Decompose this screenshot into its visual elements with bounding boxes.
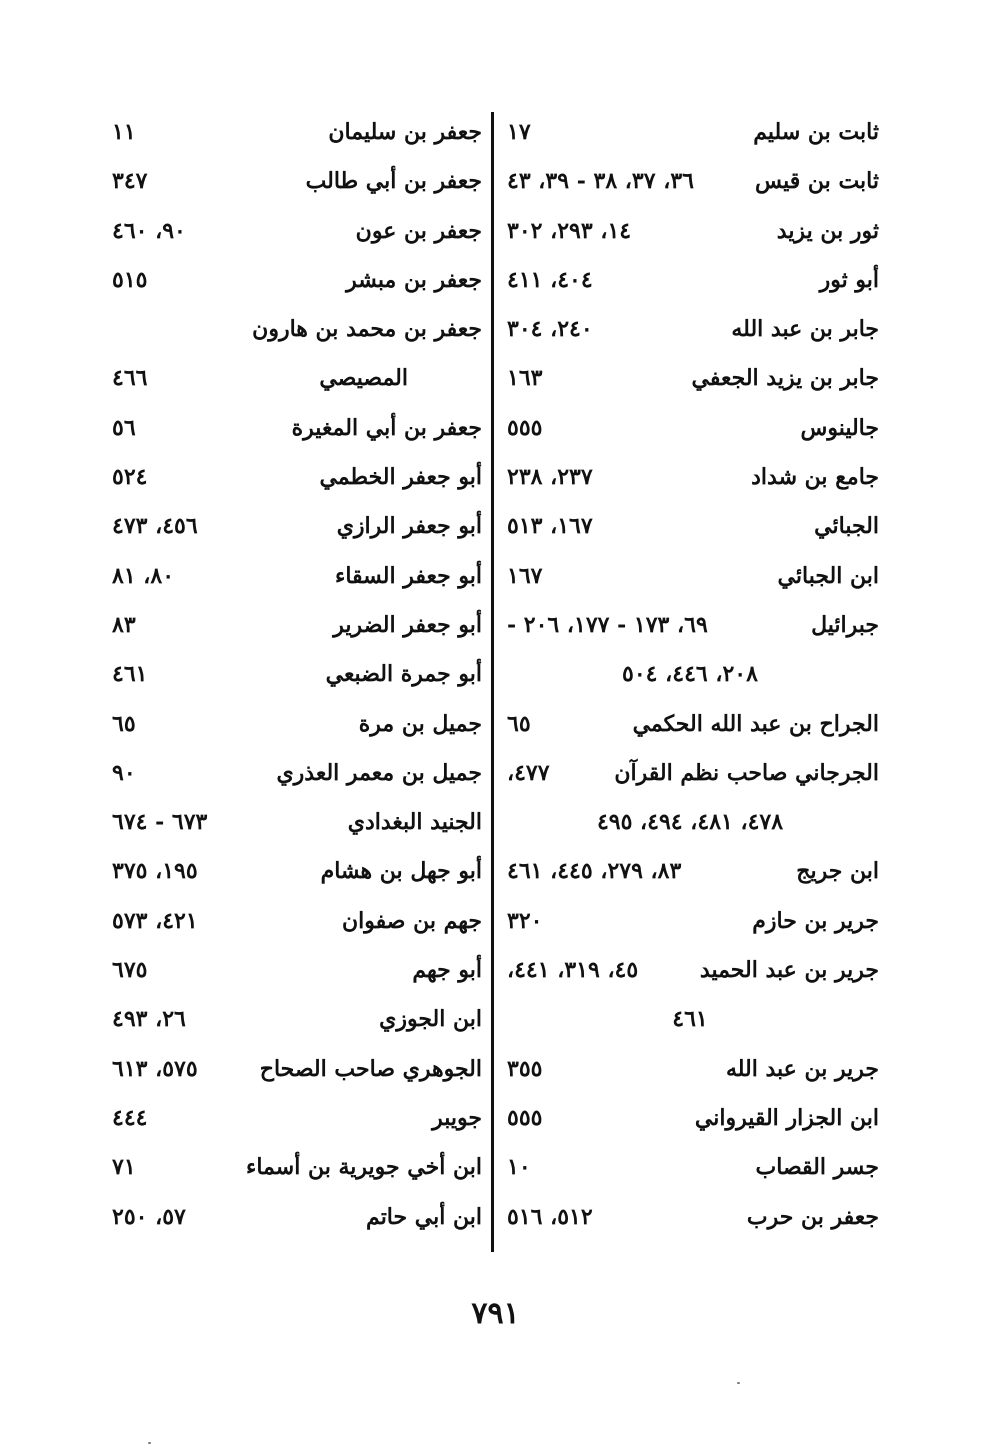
entry-name: الجوهري صاحب الصحاح (259, 1055, 482, 1082)
index-entry (100, 749, 488, 798)
index-entry (100, 453, 488, 502)
entry-pages: ٤٤٤ (112, 1104, 148, 1131)
entry-pages: ١٦٣ (507, 365, 543, 392)
entry-pages: ١١ (112, 119, 136, 145)
entry-pages: ٤٧٨، ٤٨١، ٤٩٤، ٤٩٥ (596, 809, 784, 836)
column-divider (491, 112, 494, 1252)
index-entry (100, 1045, 488, 1094)
entry-name: ثابت بن سليم (753, 119, 879, 145)
entry-name: أبو جعفر السقاء (334, 562, 482, 589)
index-entry (100, 1193, 488, 1242)
index-entry (100, 897, 488, 946)
index-entry (495, 946, 885, 995)
entry-pages: ٧١ (112, 1154, 136, 1181)
index-entry (495, 453, 885, 502)
entry-name: ثور بن يزيد (776, 217, 879, 244)
entry-pages: ٤٧٧، (507, 759, 550, 786)
entry-name: ابن جريج (796, 858, 879, 885)
index-column-right (495, 108, 885, 1242)
entry-name: أبو جعفر الرازي (336, 513, 482, 540)
entry-pages: ٥٥٥ (507, 1104, 543, 1131)
index-entry (495, 157, 885, 206)
index-entry (100, 1094, 488, 1143)
entry-pages: ٤٥، ٣١٩، ٤٤١، (507, 957, 639, 984)
entry-pages: ٩٠، ٤٦٠ (112, 217, 186, 244)
entry-name: ابن الجوزي (379, 1006, 482, 1033)
entry-name: الجراح بن عبد الله الحكمي (632, 710, 879, 737)
index-entry (495, 995, 885, 1044)
entry-pages: ٤٦٦ (112, 365, 148, 392)
index-entry (495, 1094, 885, 1143)
entry-pages: ١٦٧ (507, 562, 543, 589)
entry-pages: ٤٦١ (112, 661, 148, 688)
entry-name: جعفر بن حرب (746, 1203, 879, 1230)
entry-pages: ٤٥٦، ٤٧٣ (112, 513, 198, 540)
index-entry (495, 502, 885, 551)
index-entry (100, 601, 488, 650)
index-entry (495, 256, 885, 305)
entry-name: جميل بن مرة (358, 710, 482, 737)
entry-name: ابن أبي حاتم (366, 1203, 482, 1230)
entry-pages: ١٧ (507, 119, 531, 145)
entry-name: ثابت بن قيس (755, 168, 879, 195)
index-entry (100, 157, 488, 206)
entry-pages: ٥٧، ٢٥٠ (112, 1203, 186, 1230)
entry-pages: ٥٥٥ (507, 414, 543, 441)
entry-name: جامع بن شداد (751, 464, 879, 491)
entry-name: جهم بن صفوان (341, 907, 482, 934)
entry-pages: ٦٩، ١٧٣ - ١٧٧، ٢٠٦ - (507, 611, 708, 638)
entry-name: الجنيد البغدادي (347, 809, 482, 836)
index-entry (100, 354, 488, 403)
entry-pages: ٥١٢، ٥١٦ (507, 1203, 593, 1230)
entry-pages: ٥١٥ (112, 266, 148, 293)
index-entry (495, 601, 885, 650)
entry-pages: ٩٠ (112, 759, 136, 786)
entry-pages: ٤٦١ (672, 1006, 708, 1033)
index-entry (495, 552, 885, 601)
entry-name: جويبر (432, 1104, 482, 1131)
scan-speck (148, 1442, 151, 1444)
index-entry (100, 1143, 488, 1192)
entry-name: جعفر بن سليمان (328, 119, 482, 145)
entry-name: أبو جعفر الضرير (333, 611, 482, 638)
entry-name: جعفر بن محمد بن هارون (252, 316, 482, 343)
entry-pages: ٦٧٥ (112, 957, 148, 984)
entry-pages: ٥٦ (112, 414, 136, 441)
entry-name: جبرائيل (811, 611, 879, 638)
index-entry (495, 1045, 885, 1094)
entry-name: ابن الجزار القيرواني (694, 1104, 879, 1131)
entry-name: جعفر بن عون (355, 217, 482, 244)
index-entry (495, 650, 885, 699)
entry-name: جعفر بن مبشر (346, 266, 482, 293)
entry-name: جابر بن عبد الله (731, 316, 879, 343)
entry-name: جابر بن يزيد الجعفي (691, 365, 879, 392)
entry-name: أبو ثور (819, 266, 879, 293)
index-entry (100, 502, 488, 551)
entry-pages: ٦٥ (507, 710, 531, 737)
entry-name: أبو جهل بن هشام (320, 858, 482, 885)
index-entry (100, 650, 488, 699)
entry-name: ابن أخي جويرية بن أسماء (246, 1154, 482, 1181)
index-entry (495, 305, 885, 354)
index-entry (100, 798, 488, 847)
entry-name: جعفر بن أبي المغيرة (291, 414, 482, 441)
entry-name: جسر القصاب (755, 1154, 879, 1181)
entry-pages: ٥٧٥، ٦١٣ (112, 1055, 198, 1082)
index-entry (100, 305, 488, 354)
entry-pages: ٥٢٤ (112, 464, 148, 491)
entry-pages: ٦٥ (112, 710, 136, 737)
entry-pages: ٢٦، ٤٩٣ (112, 1006, 186, 1033)
entry-name: ابن الجبائي (777, 562, 879, 589)
entry-pages: ١٠ (507, 1154, 531, 1181)
entry-name: جميل بن معمر العذري (276, 759, 482, 786)
page-number: ٧٩١ (471, 1296, 520, 1331)
entry-pages: ٤٢١، ٥٧٣ (112, 907, 198, 934)
index-entry (495, 749, 885, 798)
index-entry (495, 798, 885, 847)
entry-pages: ٤٠٤، ٤١١ (507, 266, 593, 293)
entry-name: جرير بن عبد الحميد (699, 957, 879, 984)
entry-pages: ٨٠، ٨١ (112, 562, 175, 589)
entry-name: جرير بن حازم (752, 907, 879, 934)
index-entry (495, 207, 885, 256)
entry-name: أبو جعفر الخطمي (319, 464, 482, 491)
index-entry (100, 946, 488, 995)
entry-name: جالينوس (800, 414, 879, 441)
scan-speck (737, 1382, 740, 1384)
index-entry (100, 404, 488, 453)
index-entry (100, 552, 488, 601)
index-entry (100, 207, 488, 256)
entry-pages: ٣٥٥ (507, 1055, 543, 1082)
entry-name: أبو جهم (412, 957, 482, 984)
index-entry (495, 354, 885, 403)
entry-pages: ٣٢٠ (507, 907, 543, 934)
index-entry (495, 700, 885, 749)
entry-pages: ٢٠٨، ٤٤٦، ٥٠٤ (622, 661, 758, 688)
entry-pages: ٣٤٧ (112, 168, 148, 195)
entry-pages: ٨٣، ٢٧٩، ٤٤٥، ٤٦١ (507, 858, 682, 885)
index-entry (100, 995, 488, 1044)
index-column-left (100, 108, 488, 1242)
index-entry (100, 700, 488, 749)
entry-name: المصيصي (319, 365, 408, 392)
entry-pages: ٨٣ (112, 611, 136, 638)
index-entry (495, 897, 885, 946)
entry-name: الجبائي (814, 513, 879, 540)
entry-pages: ٢٤٠، ٣٠٤ (507, 316, 593, 343)
entry-pages: ١٩٥، ٣٧٥ (112, 858, 198, 885)
entry-name: جرير بن عبد الله (725, 1055, 879, 1082)
entry-name: جعفر بن أبي طالب (305, 168, 482, 195)
index-entry (100, 108, 488, 157)
index-entry (495, 108, 885, 157)
entry-pages: ٦٧٣ - ٦٧٤ (112, 809, 208, 836)
entry-name: أبو جمرة الضبعي (325, 661, 482, 688)
entry-pages: ١٦٧، ٥١٣ (507, 513, 593, 540)
index-entry (100, 847, 488, 896)
index-entry (495, 404, 885, 453)
index-entry (495, 1193, 885, 1242)
index-entry (495, 847, 885, 896)
entry-pages: ١٤، ٢٩٣، ٣٠٢ (507, 217, 632, 244)
index-entry (495, 1143, 885, 1192)
entry-name: الجرجاني صاحب نظم القرآن (614, 759, 879, 786)
index-entry (100, 256, 488, 305)
entry-pages: ٣٦، ٣٧، ٣٨ - ٣٩، ٤٣ (507, 168, 694, 195)
entry-pages: ٢٣٧، ٢٣٨ (507, 464, 593, 491)
